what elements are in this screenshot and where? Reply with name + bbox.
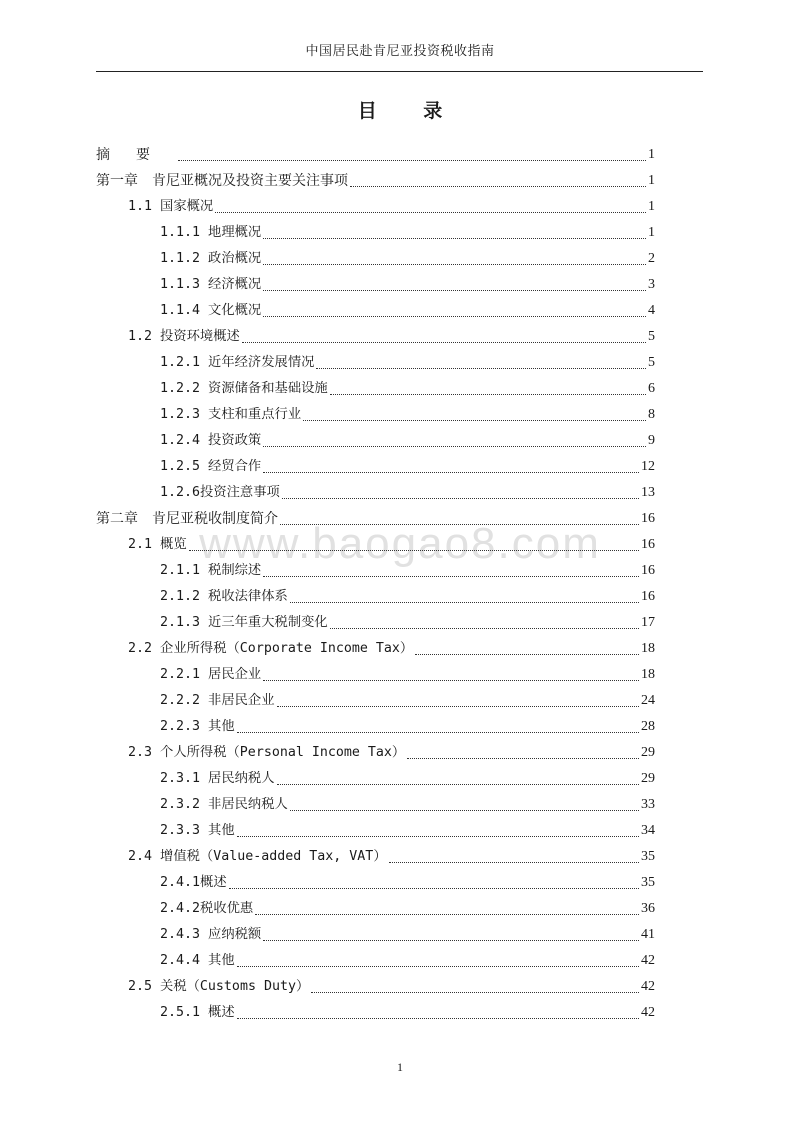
- toc-dot-leader: [237, 1018, 639, 1019]
- toc-entry[interactable]: [96, 870, 655, 896]
- toc-dot-leader: [280, 524, 639, 525]
- toc-entry[interactable]: [96, 324, 655, 350]
- toc-entry-label: 1.2.4 投资政策: [160, 433, 262, 448]
- toc-dot-leader: [389, 862, 639, 863]
- toc-entry[interactable]: [96, 272, 655, 298]
- toc-entry-label: 1.2.3 支柱和重点行业: [160, 407, 302, 422]
- toc-dot-leader: [407, 758, 639, 759]
- toc-entry-page: 9: [648, 433, 655, 448]
- toc-entry[interactable]: [96, 298, 655, 324]
- toc-entry[interactable]: [96, 922, 655, 948]
- toc-entry[interactable]: [96, 688, 655, 714]
- toc-entry-page: 4: [648, 303, 655, 318]
- toc-entry[interactable]: [96, 740, 655, 766]
- toc-entry-label: 1.2.6投资注意事项: [160, 485, 280, 500]
- toc-entry[interactable]: [96, 610, 655, 636]
- toc-entry-page: 2: [648, 251, 655, 266]
- toc-entry-page: 6: [648, 381, 655, 396]
- toc-entry-label: 1.2.1 近年经济发展情况: [160, 355, 315, 370]
- toc-dot-leader: [189, 550, 639, 551]
- toc-dot-leader: [263, 316, 646, 317]
- toc-dot-leader: [330, 394, 646, 395]
- toc-dot-leader: [242, 342, 646, 343]
- toc-dot-leader: [277, 706, 639, 707]
- toc-entry-label: 2.1 概览: [128, 537, 187, 552]
- toc-entry-page: 16: [641, 563, 655, 578]
- toc-entry-page: 41: [641, 927, 655, 942]
- toc-entry[interactable]: [96, 558, 655, 584]
- toc-dot-leader: [350, 186, 646, 187]
- toc-entry[interactable]: [96, 844, 655, 870]
- toc-entry-label: 1.2.5 经贸合作: [160, 459, 262, 474]
- toc-entry[interactable]: [96, 402, 655, 428]
- toc-entry-label: 2.5 关税（Customs Duty）: [128, 979, 310, 994]
- toc-dot-leader: [263, 264, 646, 265]
- toc-entry-label: 1.1.2 政治概况: [160, 251, 262, 266]
- toc-dot-leader: [263, 576, 639, 577]
- toc-dot-leader: [311, 992, 639, 993]
- toc-dot-leader: [255, 914, 639, 915]
- toc-entry-label: 2.2 企业所得税（Corporate Income Tax）: [128, 641, 414, 656]
- toc-entry-label: 1.1 国家概况: [128, 199, 214, 214]
- toc-entry[interactable]: [96, 532, 655, 558]
- toc-entry-page: 33: [641, 797, 655, 812]
- toc-dot-leader: [263, 472, 639, 473]
- toc-entry[interactable]: [96, 584, 655, 610]
- toc-entry-page: 13: [641, 485, 655, 500]
- toc-dot-leader: [237, 966, 639, 967]
- toc-dot-leader: [237, 836, 639, 837]
- page-number: 1: [397, 1060, 403, 1074]
- toc-entry-label: 2.4 增值税（Value-added Tax, VAT）: [128, 849, 387, 864]
- toc-entry-label: 第二章 肯尼亚税收制度简介: [96, 511, 278, 527]
- toc-entry-label: 第一章 肯尼亚概况及投资主要关注事项: [96, 173, 348, 189]
- toc-entry[interactable]: [96, 350, 655, 376]
- toc-dot-leader: [415, 654, 639, 655]
- toc-entry-page: 5: [648, 329, 655, 344]
- toc-dot-leader: [263, 446, 646, 447]
- toc-entry-label: 2.3 个人所得税（Personal Income Tax）: [128, 745, 406, 760]
- toc-entry[interactable]: [96, 454, 655, 480]
- toc-dot-leader: [282, 498, 639, 499]
- toc-entry[interactable]: [96, 766, 655, 792]
- toc-entry-page: 1: [648, 147, 655, 162]
- toc-dot-leader: [263, 290, 646, 291]
- toc-entry-page: 16: [641, 589, 655, 604]
- toc-entry-label: 2.2.2 非居民企业: [160, 693, 275, 708]
- toc-entry[interactable]: [96, 194, 655, 220]
- toc-entry-label: 2.4.1概述: [160, 875, 227, 890]
- toc-entry-label: 2.4.4 其他: [160, 953, 235, 968]
- toc-entry[interactable]: [96, 376, 655, 402]
- toc-dot-leader: [316, 368, 646, 369]
- toc-entry-label: 2.5.1 概述: [160, 1005, 235, 1020]
- toc-entry[interactable]: [96, 220, 655, 246]
- toc-dot-leader: [263, 680, 639, 681]
- toc-entry-label: 2.4.2税收优惠: [160, 901, 254, 916]
- toc-entry[interactable]: [96, 168, 655, 194]
- toc-entry[interactable]: [96, 896, 655, 922]
- toc-entry[interactable]: [96, 636, 655, 662]
- toc-entry-page: 29: [641, 771, 655, 786]
- toc-entry-page: 28: [641, 719, 655, 734]
- toc-entry-label: 1.1.3 经济概况: [160, 277, 262, 292]
- page-header-title: 中国居民赴肯尼亚投资税收指南: [305, 44, 495, 59]
- toc-entry-page: 34: [641, 823, 655, 838]
- toc-entry-page: 1: [648, 173, 655, 188]
- toc-entry[interactable]: [96, 480, 655, 506]
- toc-entry[interactable]: [96, 714, 655, 740]
- toc-dot-leader: [290, 810, 639, 811]
- toc-entry-page: 5: [648, 355, 655, 370]
- toc-entry[interactable]: [96, 428, 655, 454]
- toc-dot-leader: [290, 602, 639, 603]
- toc-entry[interactable]: [96, 662, 655, 688]
- toc-entry-label: 2.1.1 税制综述: [160, 563, 262, 578]
- toc-entry-label: 2.3.2 非居民纳税人: [160, 797, 288, 812]
- toc-entry-page: 29: [641, 745, 655, 760]
- toc-entry-page: 1: [648, 199, 655, 214]
- toc-entry-label: 1.2 投资环境概述: [128, 329, 240, 344]
- toc-entry-page: 42: [641, 953, 655, 968]
- toc-entry[interactable]: [96, 818, 655, 844]
- toc-entry-label: 2.4.3 应纳税额: [160, 927, 262, 942]
- toc-dot-leader: [263, 940, 639, 941]
- toc-dot-leader: [215, 212, 646, 213]
- toc-entry-label: 1.1.4 文化概况: [160, 303, 262, 318]
- toc-entry-page: 18: [641, 641, 655, 656]
- toc-entry-label: 2.1.3 近三年重大税制变化: [160, 615, 328, 630]
- toc-entry-page: 3: [648, 277, 655, 292]
- toc-entry-page: 42: [641, 1005, 655, 1020]
- toc-entry-page: 18: [641, 667, 655, 682]
- toc-entry-page: 16: [641, 537, 655, 552]
- toc-entry-page: 42: [641, 979, 655, 994]
- toc-entry-label: 2.2.1 居民企业: [160, 667, 262, 682]
- toc-entry-page: 8: [648, 407, 655, 422]
- toc-dot-leader: [178, 160, 646, 161]
- toc-dot-leader: [229, 888, 639, 889]
- toc-entry-page: 24: [641, 693, 655, 708]
- toc-dot-leader: [303, 420, 646, 421]
- toc-entry-label: 1.1.1 地理概况: [160, 225, 262, 240]
- table-of-contents: [96, 142, 655, 1026]
- toc-dot-leader: [330, 628, 639, 629]
- toc-entry-label: 摘要: [96, 147, 176, 163]
- watermark: www.baogao8.com: [199, 519, 601, 568]
- toc-entry-page: 35: [641, 849, 655, 864]
- toc-entry[interactable]: [96, 246, 655, 272]
- toc-entry[interactable]: [96, 948, 655, 974]
- toc-entry-page: 16: [641, 511, 655, 526]
- toc-entry[interactable]: [96, 974, 655, 1000]
- header-rule: [96, 71, 703, 72]
- toc-dot-leader: [263, 238, 646, 239]
- toc-entry-page: 35: [641, 875, 655, 890]
- toc-entry-label: 2.2.3 其他: [160, 719, 235, 734]
- toc-entry-page: 1: [648, 225, 655, 240]
- toc-entry[interactable]: [96, 506, 655, 532]
- toc-title: 目 录: [357, 100, 463, 122]
- toc-entry[interactable]: [96, 142, 655, 168]
- toc-entry-label: 2.1.2 税收法律体系: [160, 589, 288, 604]
- toc-dot-leader: [277, 784, 639, 785]
- toc-entry-page: 36: [641, 901, 655, 916]
- toc-dot-leader: [237, 732, 639, 733]
- toc-entry[interactable]: [96, 1000, 655, 1026]
- toc-entry-label: 2.3.3 其他: [160, 823, 235, 838]
- toc-entry-page: 12: [641, 459, 655, 474]
- toc-entry-label: 1.2.2 资源储备和基础设施: [160, 381, 328, 396]
- toc-entry[interactable]: [96, 792, 655, 818]
- toc-entry-label: 2.3.1 居民纳税人: [160, 771, 275, 786]
- toc-entry-page: 17: [641, 615, 655, 630]
